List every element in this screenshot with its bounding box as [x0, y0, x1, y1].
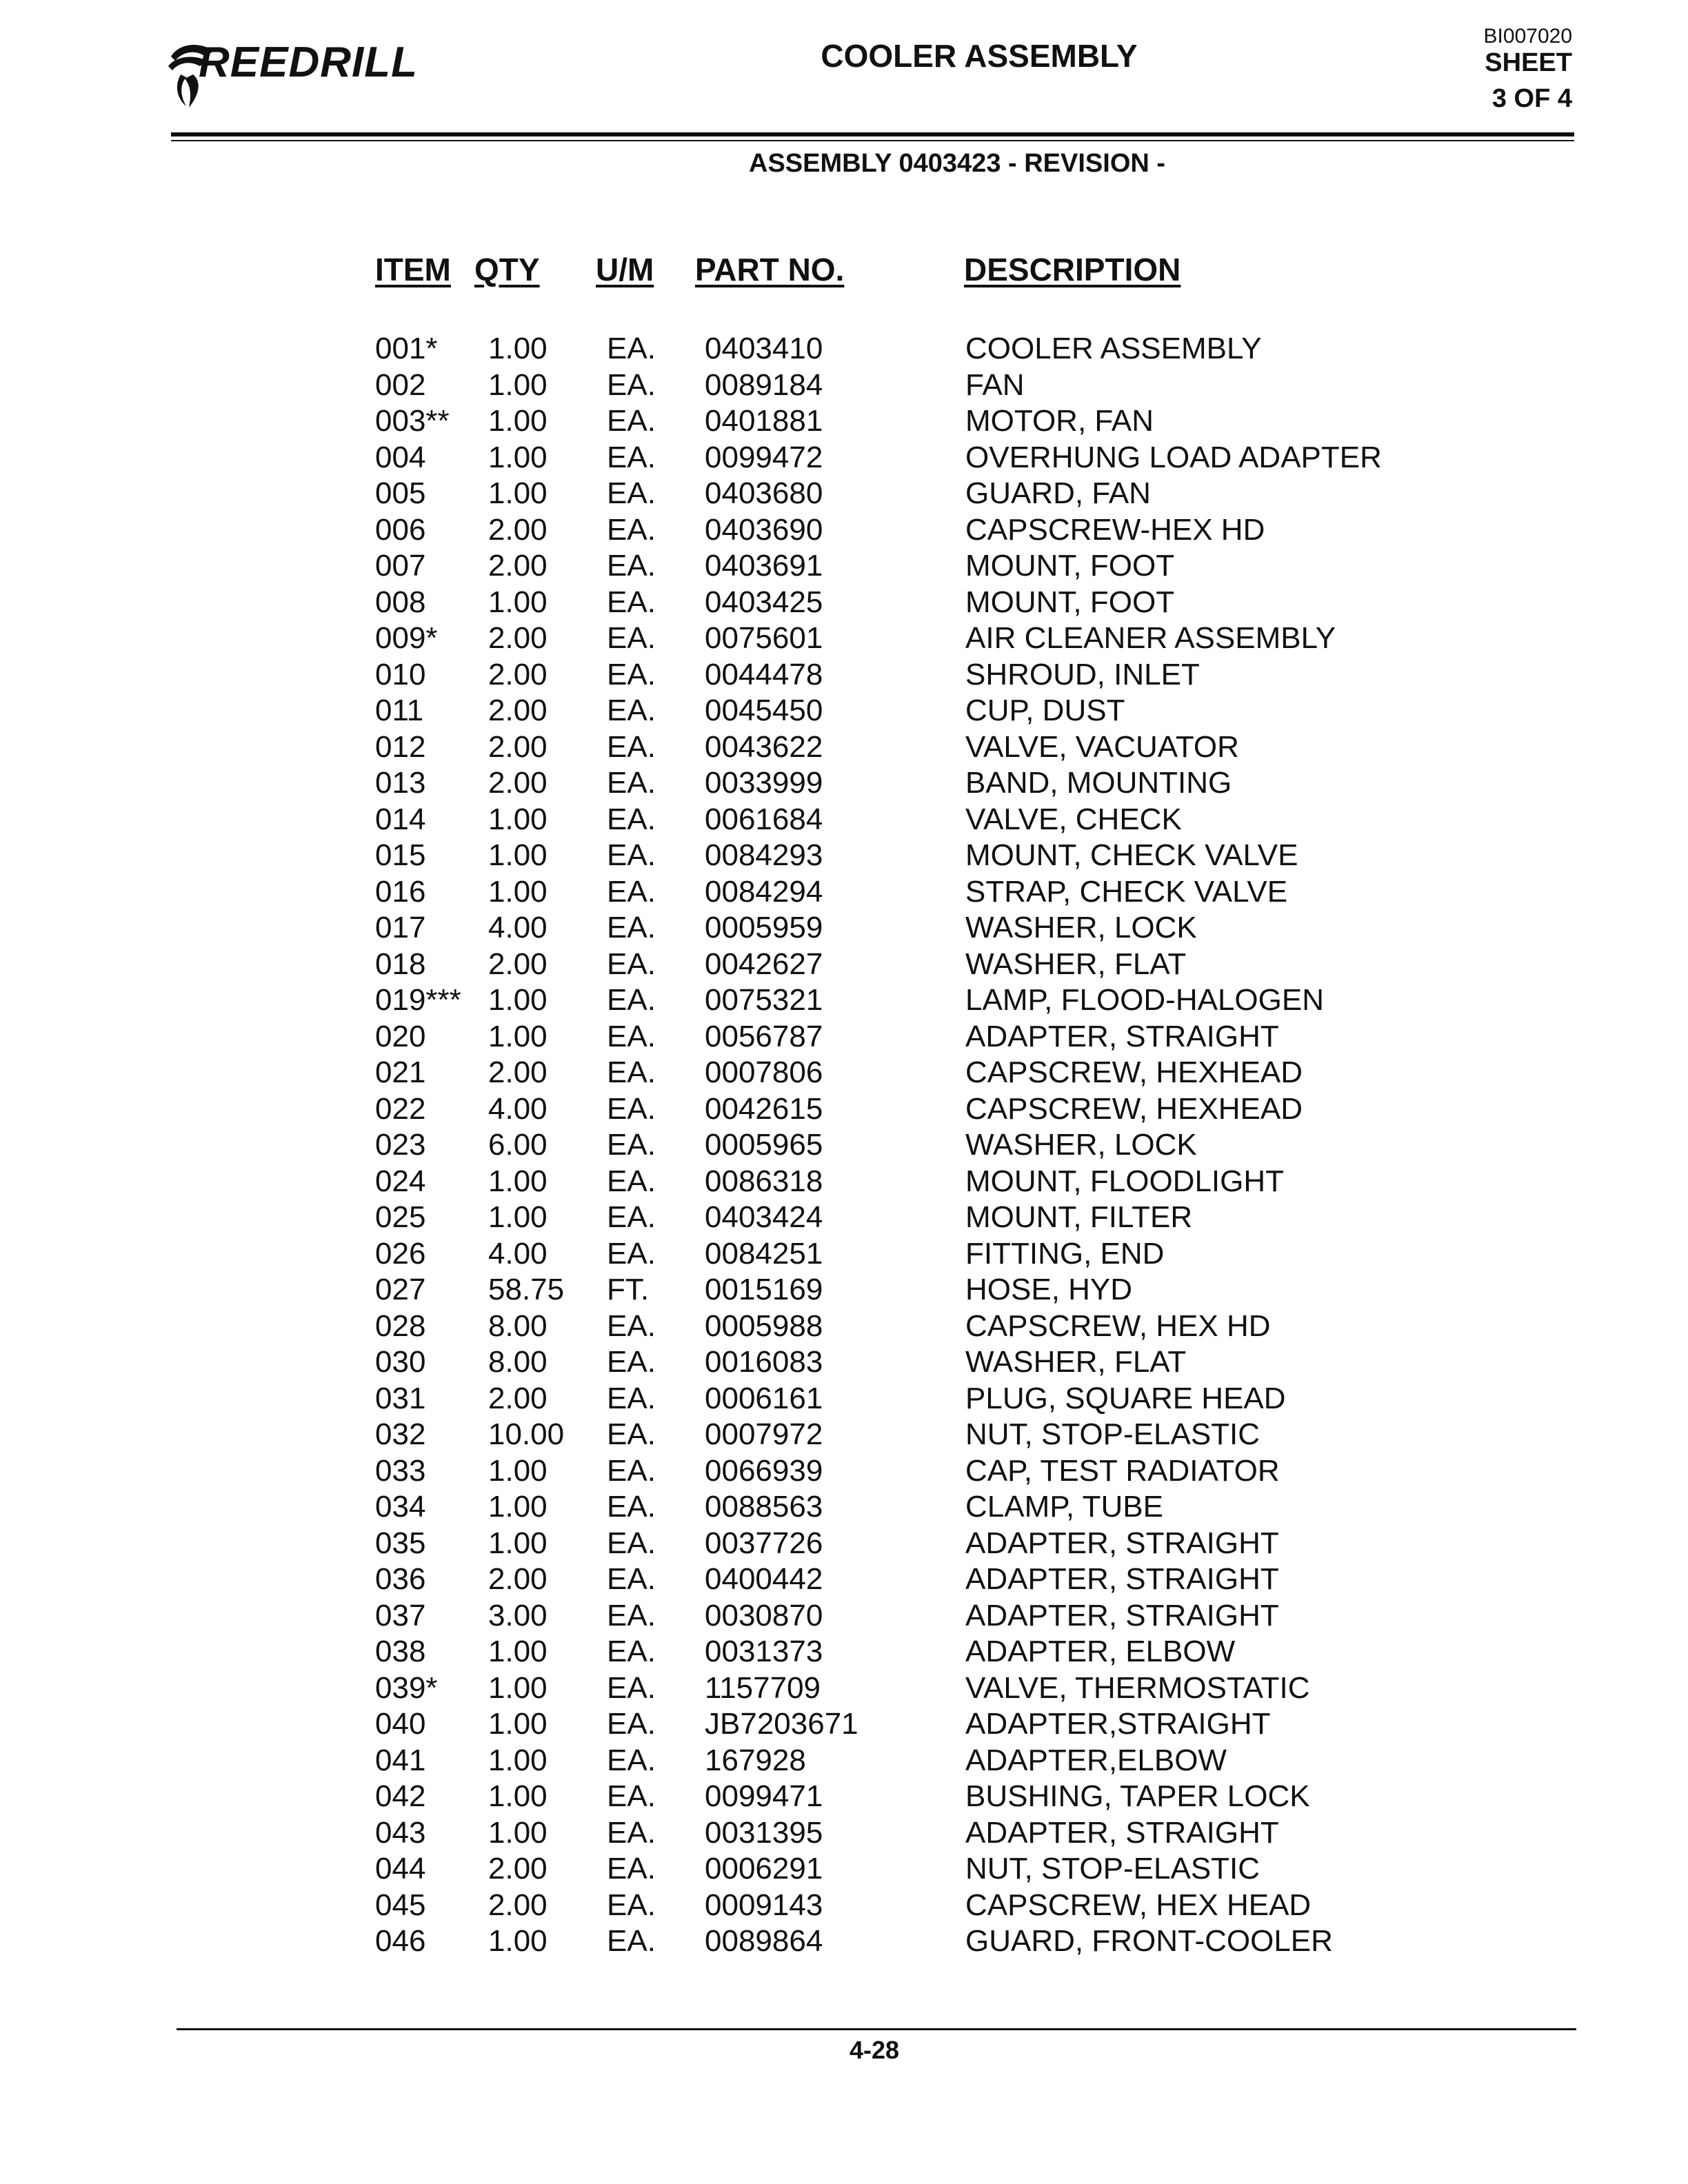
page-number: 4-28 [850, 2036, 900, 2064]
table-row [0, 551, 1688, 587]
part-no-cell: 0401881 [705, 404, 823, 438]
um-cell: EA. [607, 549, 656, 583]
qty-cell: 4.00 [488, 911, 547, 944]
part-no-cell: 0075321 [705, 983, 823, 1017]
table-row [0, 1564, 1688, 1601]
um-cell: EA. [607, 1164, 656, 1198]
description-cell: GUARD, FRONT-COOLER [965, 1924, 1333, 1958]
table-row [0, 696, 1688, 732]
item-cell: 020 [375, 1019, 426, 1053]
qty-cell: 1.00 [488, 367, 547, 402]
part-no-cell: 1157709 [705, 1670, 821, 1705]
part-no-cell: 0007972 [705, 1417, 823, 1451]
part-no-cell: 0084294 [705, 874, 823, 909]
item-cell: 028 [375, 1308, 426, 1343]
qty-cell: 1.00 [488, 1490, 547, 1524]
um-cell: EA. [607, 1526, 656, 1560]
part-no-cell: 0031373 [705, 1635, 823, 1668]
part-no-cell: 0006161 [705, 1381, 823, 1415]
part-no-cell: 0403410 [705, 332, 823, 365]
qty-cell: 1.00 [488, 1924, 547, 1958]
table-row [0, 913, 1688, 949]
table-row [0, 1598, 1688, 1637]
um-cell: EA. [607, 838, 656, 872]
item-cell: 027 [375, 1273, 426, 1306]
qty-cell: 1.00 [488, 585, 547, 619]
table-row [0, 729, 1688, 769]
description-cell: MOUNT, FOOT [965, 585, 1175, 619]
description-cell: MOUNT, FILTER [965, 1200, 1193, 1234]
part-no-cell: 0403424 [705, 1200, 823, 1234]
um-cell: EA. [607, 1200, 656, 1234]
description-cell: ADAPTER, STRAIGHT [965, 1815, 1279, 1850]
description-cell: NUT, STOP-ELASTIC [965, 1417, 1260, 1451]
item-cell: 030 [375, 1345, 426, 1379]
item-cell: 002 [375, 367, 426, 402]
description-cell: FITTING, END [965, 1236, 1165, 1271]
table-row [0, 1166, 1688, 1203]
part-no-cell: 0061684 [705, 802, 823, 836]
qty-cell: 1.00 [488, 1453, 547, 1488]
document-reference [1484, 26, 1572, 112]
table-row [0, 1236, 1688, 1275]
part-no-cell: 0043622 [705, 729, 823, 764]
qty-cell: 1.00 [488, 874, 547, 909]
item-cell: 025 [375, 1200, 426, 1234]
um-cell: EA. [607, 983, 656, 1017]
um-cell: EA. [607, 1453, 656, 1488]
table-row [0, 768, 1688, 805]
um-cell: EA. [607, 766, 656, 800]
item-cell: 007 [375, 549, 426, 583]
part-no-cell: 0037726 [705, 1526, 823, 1560]
qty-cell: 2.00 [488, 694, 547, 727]
qty-cell: 4.00 [488, 1236, 547, 1271]
part-no-cell: 0403691 [705, 549, 823, 583]
column-header-um: U/M [596, 252, 654, 287]
document-title: COOLER ASSEMBLY [821, 38, 1138, 74]
description-cell: VALVE, THERMOSTATIC [965, 1670, 1310, 1705]
um-cell: EA. [607, 657, 656, 691]
description-cell: ADAPTER,ELBOW [965, 1743, 1227, 1777]
um-cell: EA. [607, 1128, 656, 1162]
table-row [0, 1854, 1688, 1890]
description-cell: MOUNT, FOOT [965, 549, 1175, 583]
item-cell: 001* [375, 332, 438, 365]
part-no-cell: 0033999 [705, 766, 823, 800]
part-no-cell: 0400442 [705, 1562, 823, 1596]
um-cell: EA. [607, 1670, 656, 1705]
table-row [0, 1308, 1688, 1348]
column-header-part-no: PART NO. [695, 252, 845, 287]
table-row [0, 985, 1688, 1022]
item-cell: 016 [375, 874, 426, 909]
item-cell: 044 [375, 1852, 426, 1885]
part-no-cell: 0086318 [705, 1164, 823, 1198]
um-cell: EA. [607, 1888, 656, 1922]
description-cell: COOLER ASSEMBLY [965, 332, 1262, 365]
item-cell: 036 [375, 1562, 426, 1596]
um-cell: EA. [607, 874, 656, 909]
description-cell: MOTOR, FAN [965, 404, 1154, 438]
table-row [0, 1528, 1688, 1565]
item-cell: 006 [375, 512, 426, 547]
table-row [0, 334, 1688, 370]
table-row [0, 440, 1688, 479]
description-cell: STRAP, CHECK VALVE [965, 874, 1288, 909]
item-cell: 045 [375, 1888, 426, 1922]
description-cell: VALVE, VACUATOR [965, 729, 1239, 764]
description-cell: ADAPTER,STRAIGHT [965, 1707, 1271, 1741]
part-no-cell: 0007806 [705, 1055, 823, 1089]
part-no-cell: 0056787 [705, 1019, 823, 1053]
qty-cell: 8.00 [488, 1345, 547, 1379]
part-no-cell: 0016083 [705, 1345, 823, 1379]
um-cell: EA. [607, 694, 656, 727]
um-cell: EA. [607, 367, 656, 402]
qty-cell: 1.00 [488, 440, 547, 474]
table-row [0, 1743, 1688, 1782]
qty-cell: 1.00 [488, 404, 547, 438]
part-no-cell: 0005988 [705, 1308, 823, 1343]
qty-cell: 4.00 [488, 1091, 547, 1126]
part-no-cell: 0005959 [705, 911, 823, 944]
parts-table [0, 334, 1688, 1963]
qty-cell: 1.00 [488, 1019, 547, 1053]
description-cell: ADAPTER, STRAIGHT [965, 1598, 1279, 1632]
item-cell: 041 [375, 1743, 426, 1777]
part-no-cell: 0099471 [705, 1779, 823, 1813]
item-cell: 013 [375, 766, 426, 800]
qty-cell: 1.00 [488, 1200, 547, 1234]
qty-cell: 2.00 [488, 1055, 547, 1089]
description-cell: BAND, MOUNTING [965, 766, 1232, 800]
logo-wordmark: REEDRILL [199, 39, 418, 86]
um-cell: EA. [607, 1635, 656, 1668]
qty-cell: 2.00 [488, 549, 547, 583]
qty-cell: 6.00 [488, 1128, 547, 1162]
qty-cell: 2.00 [488, 512, 547, 547]
qty-cell: 8.00 [488, 1308, 547, 1343]
table-row [0, 1890, 1688, 1927]
um-cell: EA. [607, 1924, 656, 1958]
table-row [0, 1091, 1688, 1131]
um-cell: EA. [607, 947, 656, 981]
qty-cell: 2.00 [488, 657, 547, 691]
part-no-cell: 0084293 [705, 838, 823, 872]
item-cell: 021 [375, 1055, 426, 1089]
um-cell: EA. [607, 729, 656, 764]
um-cell: FT. [607, 1273, 650, 1306]
qty-cell: 1.00 [488, 1670, 547, 1705]
column-header-item: ITEM [375, 252, 451, 287]
table-row [0, 512, 1688, 552]
um-cell: EA. [607, 1308, 656, 1343]
description-cell: CUP, DUST [965, 694, 1125, 727]
table-row [0, 1453, 1688, 1493]
um-cell: EA. [607, 1779, 656, 1813]
table-row [0, 623, 1688, 660]
um-cell: EA. [607, 1815, 656, 1850]
description-cell: PLUG, SQUARE HEAD [965, 1381, 1286, 1415]
um-cell: EA. [607, 1055, 656, 1089]
description-cell: CAPSCREW-HEX HD [965, 512, 1265, 547]
um-cell: EA. [607, 512, 656, 547]
description-cell: WASHER, FLAT [965, 1345, 1187, 1379]
item-cell: 011 [375, 694, 424, 727]
sheet-label: SHEET [1485, 48, 1572, 77]
item-cell: 003** [375, 404, 450, 438]
um-cell: EA. [607, 1598, 656, 1632]
um-cell: EA. [607, 1019, 656, 1053]
item-cell: 008 [375, 585, 426, 619]
table-row [0, 1055, 1688, 1094]
qty-cell: 1.00 [488, 1164, 547, 1198]
description-cell: WASHER, LOCK [965, 911, 1197, 944]
description-cell: CAPSCREW, HEXHEAD [965, 1055, 1303, 1089]
part-no-cell: 0403425 [705, 585, 823, 619]
part-no-cell: 0089864 [705, 1924, 823, 1958]
part-no-cell: 0005965 [705, 1128, 823, 1162]
item-cell: 031 [375, 1381, 426, 1415]
description-cell: HOSE, HYD [965, 1273, 1133, 1306]
part-no-cell: 0009143 [705, 1888, 823, 1922]
qty-cell: 1.00 [488, 838, 547, 872]
table-row [0, 1347, 1688, 1384]
um-cell: EA. [607, 911, 656, 944]
item-cell: 017 [375, 911, 426, 944]
description-cell: ADAPTER, STRAIGHT [965, 1019, 1279, 1053]
table-row [0, 657, 1688, 696]
table-row [0, 367, 1688, 407]
table-row [0, 1492, 1688, 1528]
um-cell: EA. [607, 404, 656, 438]
item-cell: 043 [375, 1815, 426, 1850]
part-no-cell: 0006291 [705, 1852, 823, 1885]
description-cell: OVERHUNG LOAD ADAPTER [965, 440, 1382, 474]
item-cell: 019*** [375, 983, 461, 1017]
table-row [0, 949, 1688, 986]
description-cell: BUSHING, TAPER LOCK [965, 1779, 1310, 1813]
description-cell: ADAPTER, STRAIGHT [965, 1526, 1279, 1560]
um-cell: EA. [607, 1852, 656, 1885]
um-cell: EA. [607, 1236, 656, 1271]
um-cell: EA. [607, 1345, 656, 1379]
assembly-line: ASSEMBLY 0403423 - REVISION - [749, 149, 1166, 178]
item-cell: 010 [375, 657, 426, 691]
part-no-cell: 0030870 [705, 1598, 823, 1632]
qty-cell: 1.00 [488, 1815, 547, 1850]
part-no-cell: 0045450 [705, 694, 823, 727]
description-cell: WASHER, FLAT [965, 947, 1187, 981]
qty-cell: 3.00 [488, 1598, 547, 1632]
um-cell: EA. [607, 476, 656, 510]
item-cell: 005 [375, 476, 426, 510]
table-row [0, 478, 1688, 515]
description-cell: CAPSCREW, HEX HEAD [965, 1888, 1312, 1922]
item-cell: 033 [375, 1453, 426, 1488]
qty-cell: 1.00 [488, 1526, 547, 1560]
item-cell: 035 [375, 1526, 426, 1560]
item-cell: 018 [375, 947, 426, 981]
column-header-description: DESCRIPTION [964, 252, 1181, 287]
part-no-cell: 0044478 [705, 657, 823, 691]
description-cell: WASHER, LOCK [965, 1128, 1197, 1162]
table-row [0, 1637, 1688, 1673]
description-cell: ADAPTER, STRAIGHT [965, 1562, 1279, 1596]
table-row [0, 840, 1688, 877]
part-no-cell: 0075601 [705, 621, 823, 655]
qty-cell: 2.00 [488, 947, 547, 981]
description-cell: LAMP, FLOOD-HALOGEN [965, 983, 1324, 1017]
table-row [0, 1781, 1688, 1818]
item-cell: 012 [375, 729, 426, 764]
um-cell: EA. [607, 802, 656, 836]
qty-cell: 1.00 [488, 802, 547, 836]
description-cell: MOUNT, CHECK VALVE [965, 838, 1298, 872]
item-cell: 024 [375, 1164, 426, 1198]
description-cell: CAPSCREW, HEXHEAD [965, 1091, 1303, 1126]
part-no-cell: 0031395 [705, 1815, 823, 1850]
item-cell: 023 [375, 1128, 426, 1162]
table-row [0, 1275, 1688, 1311]
item-cell: 009* [375, 621, 438, 655]
item-cell: 026 [375, 1236, 426, 1271]
part-no-cell: 0084251 [705, 1236, 823, 1271]
part-no-cell: 0066939 [705, 1453, 823, 1488]
sheet-pages: 3 OF 4 [1491, 84, 1572, 113]
um-cell: EA. [607, 1490, 656, 1524]
qty-cell: 2.00 [488, 1562, 547, 1596]
part-no-cell: 0042615 [705, 1091, 823, 1126]
qty-cell: 2.00 [488, 1888, 547, 1922]
part-no-cell: 0088563 [705, 1490, 823, 1524]
qty-cell: 1.00 [488, 332, 547, 365]
qty-cell: 2.00 [488, 729, 547, 764]
um-cell: EA. [607, 1381, 656, 1415]
item-cell: 042 [375, 1779, 426, 1813]
header-divider-thin [171, 140, 1574, 141]
part-no-cell: 167928 [705, 1743, 806, 1777]
um-cell: EA. [607, 621, 656, 655]
qty-cell: 10.00 [488, 1417, 565, 1451]
part-no-cell: 0042627 [705, 947, 823, 981]
qty-cell: 58.75 [488, 1273, 565, 1306]
qty-cell: 1.00 [488, 476, 547, 510]
header-divider [171, 132, 1574, 136]
table-row [0, 874, 1688, 913]
table-row [0, 1670, 1688, 1710]
part-no-cell: 0015169 [705, 1273, 823, 1306]
table-row [0, 406, 1688, 443]
table-row [0, 587, 1688, 624]
um-cell: EA. [607, 1091, 656, 1126]
description-cell: NUT, STOP-ELASTIC [965, 1852, 1260, 1885]
item-cell: 032 [375, 1417, 426, 1451]
description-cell: ADAPTER, ELBOW [965, 1635, 1236, 1668]
um-cell: EA. [607, 332, 656, 365]
description-cell: CAPSCREW, HEX HD [965, 1308, 1271, 1343]
item-cell: 037 [375, 1598, 426, 1632]
description-cell: FAN [965, 367, 1025, 402]
qty-cell: 2.00 [488, 766, 547, 800]
um-cell: EA. [607, 440, 656, 474]
item-cell: 022 [375, 1091, 426, 1126]
item-cell: 046 [375, 1924, 426, 1958]
qty-cell: 2.00 [488, 621, 547, 655]
column-header-qty: QTY [474, 252, 540, 287]
table-row [0, 1381, 1688, 1420]
item-cell: 039* [375, 1670, 438, 1705]
description-cell: GUARD, FAN [965, 476, 1151, 510]
um-cell: EA. [607, 1417, 656, 1451]
company-logo [165, 36, 418, 112]
footer-divider [177, 2028, 1576, 2030]
qty-cell: 1.00 [488, 1779, 547, 1813]
table-row [0, 1709, 1688, 1746]
table-row [0, 1815, 1688, 1854]
qty-cell: 1.00 [488, 1707, 547, 1741]
item-cell: 034 [375, 1490, 426, 1524]
qty-cell: 1.00 [488, 983, 547, 1017]
description-cell: CLAMP, TUBE [965, 1490, 1163, 1524]
item-cell: 040 [375, 1707, 426, 1741]
part-no-cell: 0089184 [705, 367, 823, 402]
description-cell: AIR CLEANER ASSEMBLY [965, 621, 1336, 655]
document-code: BI007020 [1483, 25, 1572, 48]
qty-cell: 1.00 [488, 1635, 547, 1668]
table-row [0, 802, 1688, 841]
table-row [0, 1130, 1688, 1166]
table-row [0, 1202, 1688, 1239]
part-no-cell: 0099472 [705, 440, 823, 474]
table-row [0, 1926, 1688, 1963]
description-cell: MOUNT, FLOODLIGHT [965, 1164, 1285, 1198]
qty-cell: 2.00 [488, 1381, 547, 1415]
description-cell: VALVE, CHECK [965, 802, 1182, 836]
item-cell: 014 [375, 802, 426, 836]
qty-cell: 2.00 [488, 1852, 547, 1885]
um-cell: EA. [607, 585, 656, 619]
table-row [0, 1019, 1688, 1058]
item-cell: 004 [375, 440, 426, 474]
table-row [0, 1419, 1688, 1456]
um-cell: EA. [607, 1707, 656, 1741]
description-cell: SHROUD, INLET [965, 657, 1200, 691]
part-no-cell: 0403690 [705, 512, 823, 547]
item-cell: 015 [375, 838, 426, 872]
qty-cell: 1.00 [488, 1743, 547, 1777]
um-cell: EA. [607, 1743, 656, 1777]
um-cell: EA. [607, 1562, 656, 1596]
item-cell: 038 [375, 1635, 426, 1668]
part-no-cell: JB7203671 [705, 1707, 858, 1741]
part-no-cell: 0403680 [705, 476, 823, 510]
description-cell: CAP, TEST RADIATOR [965, 1453, 1280, 1488]
